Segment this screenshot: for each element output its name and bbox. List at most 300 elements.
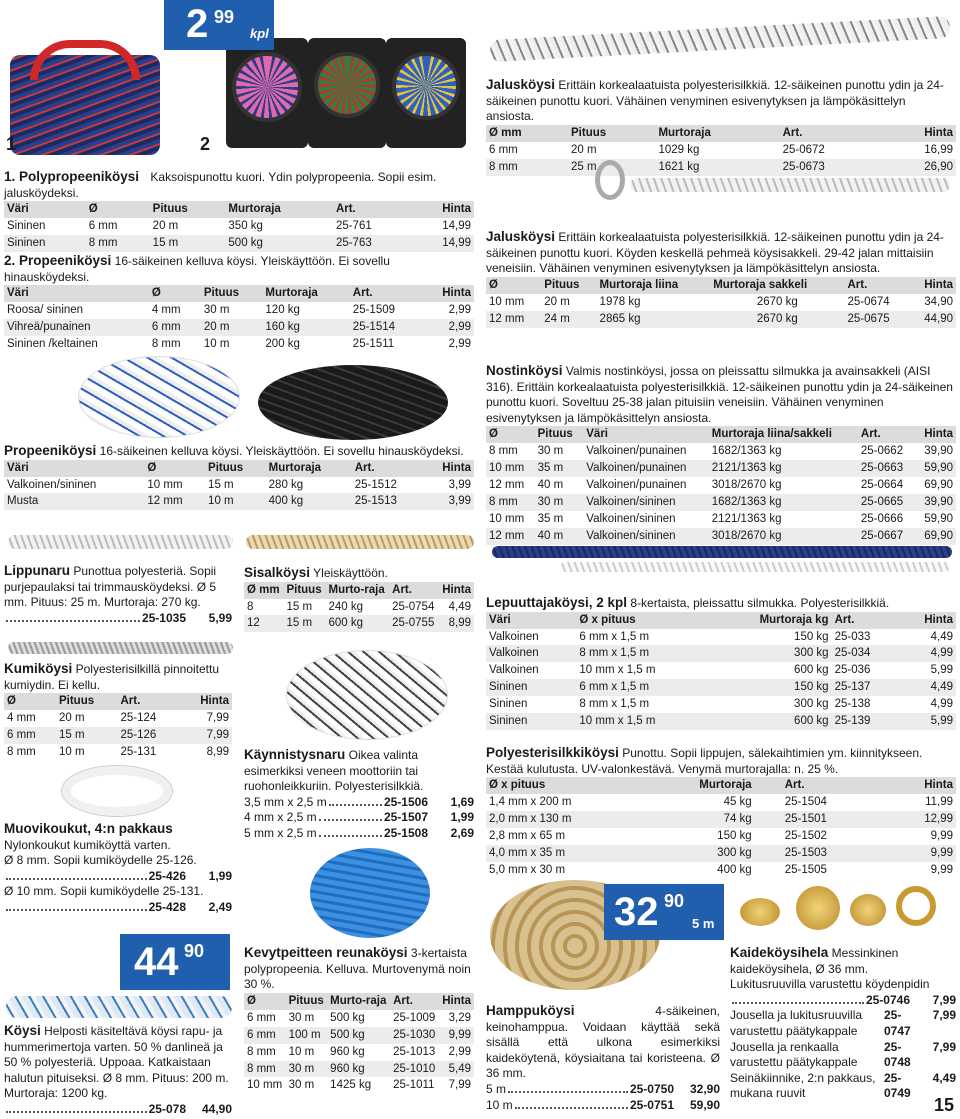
cell: 8 mm	[86, 235, 150, 252]
cell: 2,8 mm x 65 m	[489, 830, 566, 842]
cell: 3,99	[448, 478, 471, 491]
cell: 5,99	[930, 664, 953, 677]
cell: Valkoinen/punainen	[583, 460, 709, 477]
cell: 10 mm	[247, 1079, 283, 1092]
th: Ø mm	[244, 582, 283, 599]
cell: 8 mm	[486, 159, 568, 176]
red-hook-image	[30, 40, 140, 80]
kevytpeitteen-section	[244, 944, 474, 1094]
cell: 400 kg	[717, 863, 752, 876]
flag-rope-image	[8, 535, 233, 549]
table-row	[4, 727, 232, 744]
table-row	[486, 862, 956, 879]
nostin-title: Nostinköysi	[486, 363, 563, 378]
cell: 10 m	[205, 493, 266, 510]
hero-image-area	[0, 0, 480, 160]
cell: 150 kg	[794, 630, 829, 643]
cell: 25-138	[834, 698, 871, 711]
cell: 25-0672	[782, 143, 825, 156]
cell: 2121/1363 kg	[711, 513, 782, 526]
th: Murtoraja	[648, 777, 755, 794]
table-row	[486, 794, 956, 811]
cell: Valkoinen/punainen	[586, 445, 687, 458]
cell: 25-0674	[847, 295, 890, 308]
cell: 25-126	[117, 727, 180, 744]
polyesterisilkki-desc: Punottu. Sopii lippujen, sälekaihtimien ym. kiinnitykseen. Kestää kulutusta. UV-valonkestävä. Venymä murtorajalla: n. 25 %.	[486, 746, 923, 776]
nostin-table	[486, 426, 956, 545]
nostin-desc: Valmis nostinköysi, jossa on pleissattu silmukka ja avainsakkeli (AISI 316). Erittäin korkealaatuista polyesterisilkkiä. 12-säikeinen punottu ydin ja 24-säikeinen punottu kuori. Soveltuu 25-38 jalan pituisiin veneisiin. Vähäinen venyminen esivenytyksen ja lämpökäsittelyn ansiosta.	[486, 364, 953, 425]
th: Art.	[117, 693, 180, 710]
th: Hinta	[882, 125, 956, 142]
product-code: 25-0746	[865, 992, 910, 1007]
cell: 6 mm x 1,5 m	[579, 630, 650, 643]
cell: 160 kg	[262, 319, 349, 336]
lepuuttaja-section	[486, 594, 956, 730]
blue-coil-image	[310, 848, 430, 938]
cell: 15 m	[150, 235, 226, 252]
th: Pituus	[150, 201, 226, 218]
th: Pituus	[535, 426, 584, 443]
cell: 25-1511	[352, 338, 395, 350]
th: Hinta	[423, 460, 474, 477]
spool-pink-rope	[232, 52, 302, 122]
rope-with-shackle-image	[630, 178, 950, 192]
cell: 6 mm	[88, 220, 118, 233]
kaide-section	[730, 944, 956, 1102]
kaide-item-1-text: Lukitusruuvilla varustettu köydenpidin	[730, 977, 930, 992]
kaide-price-row-3	[730, 1040, 956, 1071]
cell: Sininen	[486, 713, 576, 730]
cell: 4,49	[900, 679, 957, 696]
cell: Sininen /keltainen	[7, 338, 98, 350]
cell: 3018/2670 kg	[711, 479, 782, 492]
cell: 280 kg	[268, 478, 304, 491]
cell: 240 kg	[328, 600, 364, 613]
cell: 150 kg	[710, 679, 832, 696]
cell: 25-1505	[784, 863, 827, 876]
item-text: Seinäkiinnike, 2:n pakkaus, mukana ruuvit	[730, 1070, 876, 1101]
cell: 39,90	[924, 445, 953, 458]
cell: Valkoinen/sininen	[586, 513, 676, 526]
th: Murtoraja kg	[710, 612, 832, 629]
polyesterisilkki-title: Polyesterisilkkiköysi	[486, 745, 619, 760]
cell: 1621 kg	[655, 159, 779, 176]
cell: 3018/2670 kg	[709, 528, 858, 545]
cell: 6 mm x 1,5 m	[576, 679, 709, 696]
cell: 30 m	[288, 1079, 315, 1092]
cell: 74 kg	[648, 811, 755, 828]
muovikoukut-price-row-2	[4, 900, 232, 916]
kaynnistys-price-row-1	[244, 795, 474, 811]
kaide-price-row-1	[730, 993, 956, 1009]
cell: 25-0665	[858, 494, 915, 511]
propeeni2-desc: 16-säikeinen kelluva köysi. Yleiskäyttöön. Ei sovellu hinausköydeksi.	[4, 254, 390, 284]
item-text: 5 mm x 2,5 m	[244, 825, 317, 840]
cell: 3,99	[423, 493, 474, 510]
black-rope-image	[258, 365, 448, 440]
cell: Musta	[4, 493, 144, 510]
jalus2-desc: Erittäin korkealaatuista polyesterisilkkiä. 12-säikeinen punottu ydin ja 24-säikeinen punottu kuori. Köyden keskellä pehmeä köysisakkeli. 29-42 jalan mittaisiin veneisiin. Vähäinen venyminen esivenytyksen ja lämpökäsittelyn ansiosta.	[486, 230, 944, 276]
kumi-desc: Polyesterisilkillä pinnoitettu kumiydin. Ei kellu.	[4, 662, 220, 692]
kumi-table	[4, 693, 232, 761]
table-row	[486, 443, 956, 460]
th: Art.	[390, 993, 439, 1010]
item-text: 5 m	[486, 1081, 507, 1096]
cell: Valkoinen	[489, 664, 539, 677]
table-row	[244, 599, 474, 616]
cell: Sininen	[4, 235, 86, 252]
cell: 1,4 mm x 200 m	[489, 796, 572, 809]
th: Art.	[780, 125, 882, 142]
hamppu-section	[486, 1002, 720, 1113]
cell: 6 mm	[149, 319, 201, 336]
hamppu-desc: 4-säikeinen, keinohamppua. Voidaan käyttää sekä sisällä että ulkona esimerkiksi kaideköytenä, köysiaitana tai koristeena. Ø 36 mm.	[486, 1004, 720, 1081]
cell: Sininen	[7, 220, 46, 233]
sisal-section	[244, 564, 474, 632]
jalus2-table	[486, 277, 956, 328]
th: Pituus	[286, 993, 328, 1010]
polypropeeni-desc: Kaksoispunottu kuori. Ydin polypropeenia. Sopii esim. jalusköydeksi.	[4, 170, 437, 200]
kaide-price-row-4	[730, 1071, 956, 1102]
th: Hinta	[422, 285, 474, 302]
item-text: Jousella ja lukitusruuvilla varustettu päätykappale	[730, 1008, 863, 1038]
kaynnistys-desc: Oikea valinta esimerkiksi veneen moottoriin tai ruohonleikkuriin. Polyesterisilkkiä.	[244, 748, 424, 794]
cell: 34,90	[924, 295, 953, 308]
polypropeeni-table	[4, 201, 474, 252]
product-code: 25-428	[148, 899, 186, 914]
bungee-cord-image	[8, 642, 233, 654]
cell: 4,0 mm x 35 m	[486, 845, 648, 862]
cell: 25-1013	[393, 1045, 436, 1058]
cell: 2,0 mm x 130 m	[486, 811, 648, 828]
th: Hinta	[909, 277, 956, 294]
product-code: 25-0749	[884, 1070, 911, 1101]
cell: 30 m	[203, 304, 230, 317]
cell: 8 mm	[489, 445, 518, 458]
product-price: 7,99	[932, 1008, 956, 1023]
table-row	[244, 1077, 474, 1094]
shackle-image	[595, 160, 625, 200]
cell: 4,99	[930, 698, 953, 711]
cell: 8,99	[206, 746, 229, 758]
cell: 30 m	[537, 445, 564, 458]
cell: 20 m	[58, 712, 85, 725]
table-row	[486, 811, 956, 828]
th: Väri	[486, 612, 576, 629]
price-badge-hero: 2 99 kpl	[164, 0, 274, 50]
table-row	[486, 679, 956, 696]
price-badge-koysi	[120, 934, 230, 990]
cell: 20 m	[544, 295, 570, 308]
item-text: Jousella ja renkaalla varustettu päätykappale	[730, 1039, 858, 1070]
table-row	[486, 159, 956, 176]
braided-rope-image	[490, 16, 951, 62]
cell: 45 kg	[723, 796, 752, 809]
cell: 25-0664	[860, 479, 904, 492]
cell: 9,99	[930, 863, 953, 876]
table-row	[4, 235, 474, 252]
cell: 25-1503	[755, 845, 893, 862]
th: Pituus	[56, 693, 118, 710]
th: Pituus	[568, 125, 655, 142]
cell: 10 mm	[489, 295, 525, 308]
table-row	[486, 713, 956, 730]
product-code: 25-078	[148, 1101, 186, 1116]
cell: 2,99	[422, 319, 474, 336]
product-code: 25-0748	[884, 1039, 911, 1070]
table-row	[486, 460, 956, 477]
cell: 10 mm x 1,5 m	[576, 713, 709, 730]
cell: 44,90	[909, 311, 956, 328]
product-price: 32,90	[689, 1081, 720, 1096]
cell: 1978 kg	[599, 295, 641, 308]
product-price: 59,90	[689, 1097, 720, 1112]
lepuuttaja-table	[486, 612, 956, 731]
th: Ø	[144, 460, 205, 477]
th: Ø	[244, 993, 286, 1010]
cell: 40 m	[537, 479, 564, 492]
product-price: 7,99	[932, 1039, 956, 1054]
product-code: 25-426	[148, 868, 186, 883]
fender-rope-white-image	[560, 562, 950, 572]
table-row	[486, 294, 956, 311]
cell: 25-0755	[389, 615, 438, 632]
product-price: 5,99	[208, 610, 232, 625]
hamppu-title: Hamppuköysi	[486, 1003, 575, 1018]
cell: 1029 kg	[658, 143, 700, 156]
cell: Valkoinen/sininen	[7, 478, 97, 491]
kevytpeitteen-table	[244, 993, 474, 1095]
th: Hinta	[438, 582, 474, 599]
cell: 25-1030	[390, 1027, 439, 1044]
table-row	[486, 828, 956, 845]
hamppu-price-row-1	[486, 1082, 720, 1098]
cell: 500 kg	[225, 235, 333, 252]
sisal-desc: Yleiskäyttöön.	[313, 566, 388, 580]
th: Pituus	[541, 277, 596, 294]
cell: 1682/1363 kg	[709, 494, 858, 511]
cell: 25-0666	[860, 513, 904, 526]
table-row	[4, 319, 474, 336]
item-text: 4 mm x 2,5 m	[244, 810, 317, 825]
kaide-desc: Messinkinen kaideköysihela, Ø 36 mm.	[730, 946, 899, 976]
th: Art.	[832, 612, 900, 629]
cell: 3,29	[448, 1011, 471, 1024]
cell: 25-0663	[858, 460, 915, 477]
cell: 20 m	[152, 220, 179, 233]
cell: 350 kg	[228, 220, 263, 233]
cell: 2,99	[448, 338, 471, 350]
cell: 4 mm	[151, 304, 181, 317]
koysi-title: Köysi	[4, 1023, 41, 1038]
cell: 25-763	[333, 235, 410, 252]
cell: 4 mm	[7, 712, 36, 725]
cell: 25-1513	[352, 493, 423, 510]
th: Ø	[486, 277, 541, 294]
fender-rope-blue-image	[492, 546, 952, 558]
price-badge-hamppu	[604, 884, 724, 940]
th: Art.	[844, 277, 909, 294]
polypropeeni-title: 1. Polypropeeniköysi	[4, 169, 140, 184]
cell: 6 mm	[4, 727, 56, 744]
hero-label-2: 2	[200, 134, 211, 154]
cell: 30 m	[286, 1061, 328, 1078]
kevytpeitteen-desc: 3-kertaista polypropeenia. Kelluva. Murtovenymä noin 30 %.	[244, 946, 471, 992]
product-price: 1,69	[450, 794, 474, 809]
th: Hinta	[180, 693, 232, 710]
th: Murtoraja	[262, 285, 349, 302]
lippunaru-section	[4, 562, 232, 626]
cell: 12,99	[892, 811, 956, 828]
page-number: 15	[933, 1094, 954, 1115]
th: Väri	[583, 426, 709, 443]
table-row	[244, 1027, 474, 1044]
cell: 600 kg	[710, 713, 832, 730]
kumi-section	[4, 660, 232, 761]
sisal-rope-image	[246, 535, 474, 549]
cell: 300 kg	[648, 845, 755, 862]
cell: 25-1514	[350, 319, 422, 336]
cell: 30 m	[288, 1011, 315, 1024]
cell: 2,99	[448, 304, 471, 317]
cell: 25-1010	[390, 1061, 439, 1078]
cell: 10 m	[203, 338, 230, 350]
table-row	[4, 710, 232, 727]
cell: 25-033	[834, 630, 871, 643]
jalus2-section	[486, 228, 956, 328]
th: Väri	[4, 460, 144, 477]
cell: 25-0662	[860, 445, 904, 458]
product-code: 25-1506	[383, 794, 428, 809]
th: Pituus	[205, 460, 266, 477]
th: Hinta	[915, 426, 956, 443]
cell: 2670 kg	[756, 295, 798, 308]
cell: 8 mm	[7, 746, 36, 758]
cell: 25-1509	[352, 304, 396, 317]
product-price: 1,99	[450, 810, 474, 825]
cell: 14,99	[410, 235, 474, 252]
product-code: 25-0750	[629, 1081, 674, 1096]
th: Hinta	[900, 612, 957, 629]
cell: 7,99	[180, 727, 232, 744]
jalus1-title: Jalusköysi	[486, 77, 556, 92]
cell: 20 m	[201, 319, 263, 336]
cell: 500 kg	[330, 1011, 365, 1024]
cell: 25-0675	[844, 311, 909, 328]
table-row	[4, 218, 474, 235]
th: Hinta	[439, 993, 474, 1010]
cell: 2865 kg	[597, 311, 711, 328]
kaynnistys-section	[244, 746, 474, 842]
cell: 25-137	[832, 679, 900, 696]
cell: 8 mm	[244, 1061, 286, 1078]
cell: 4,49	[930, 630, 953, 643]
spool-blue-rope	[392, 52, 460, 120]
cell: Roosa/ sininen	[7, 304, 84, 317]
th: Art.	[333, 201, 410, 218]
cell: 8,99	[438, 615, 474, 632]
table-row	[486, 494, 956, 511]
cell: 960 kg	[327, 1061, 390, 1078]
jalus1-desc: Erittäin korkealaatuista polyesterisilkkiä. 12-säikeinen punottu ydin ja 24-säikeinen punottu kuori. Vähäinen venyminen esivenytyksen ja lämpökäsittelyn ansiosta.	[486, 78, 944, 124]
cell: 11,99	[925, 796, 953, 809]
table-row	[4, 336, 474, 353]
cell: 10 m	[288, 1045, 315, 1058]
table-row	[244, 1044, 474, 1061]
propeeni3-desc: 16-säikeinen kelluva köysi. Yleiskäyttöön. Ei sovellu hinausköydeksi.	[99, 444, 464, 458]
cell: 25-0667	[858, 528, 915, 545]
th: Ø x pituus	[576, 612, 709, 629]
price-dec: 90	[184, 941, 205, 961]
cell: 600 kg	[794, 664, 829, 677]
muovikoukut-title: Muovikoukut, 4:n pakkaus	[4, 821, 173, 836]
cell: 6 mm	[244, 1027, 286, 1044]
table-row	[4, 493, 474, 510]
cell: 25-124	[120, 712, 157, 725]
th: Väri	[4, 201, 86, 218]
product-price: 4,49	[932, 1070, 956, 1085]
table-row	[244, 615, 474, 632]
cell: Valkoinen/sininen	[583, 494, 709, 511]
cell: 25-1504	[784, 796, 827, 809]
cell: 5,99	[900, 713, 957, 730]
cell: 59,90	[924, 513, 953, 526]
sisal-table	[244, 582, 474, 633]
th: Murtoraja liina/sakkeli	[709, 426, 858, 443]
cell: 25-1011	[393, 1079, 435, 1092]
cell: 8 mm	[247, 1045, 276, 1058]
cell: 12 mm	[486, 311, 541, 328]
cell: Valkoinen/sininen	[583, 528, 709, 545]
cell: 5,0 mm x 30 m	[489, 863, 566, 876]
cell: 15 m	[286, 600, 313, 613]
cell: 5,49	[439, 1061, 474, 1078]
lippunaru-title: Lippunaru	[4, 563, 70, 578]
cell: 8 mm x 1,5 m	[576, 645, 709, 662]
cell: 25-0673	[780, 159, 882, 176]
muovikoukut-item-1-text: Ø 8 mm. Sopii kumiköydelle 25-126.	[4, 853, 197, 868]
cell: 59,90	[915, 460, 956, 477]
cell: 10 mm	[147, 478, 183, 491]
hamppu-price-row-2	[486, 1098, 720, 1114]
muovikoukut-price-row-1	[4, 869, 232, 885]
th: Art.	[389, 582, 438, 599]
table-row	[486, 662, 956, 679]
propeeni2-title: 2. Propeeniköysi	[4, 253, 112, 268]
cell: 24 m	[541, 311, 596, 328]
cell: 12 mm	[144, 493, 205, 510]
th: Murtoraja	[225, 201, 333, 218]
cell: 960 kg	[330, 1045, 365, 1058]
polypropeeni-section	[4, 168, 474, 353]
muovikoukut-item-2-text: Ø 10 mm. Sopii kumiköydelle 25-131.	[4, 884, 204, 899]
cell: Sininen	[486, 679, 576, 696]
muovikoukut-desc: Nylonkoukut kumiköyttä varten.	[4, 837, 171, 852]
cell: 15 m	[56, 727, 118, 744]
kaynnistys-price-row-2	[244, 810, 474, 826]
propeeni3-table	[4, 460, 474, 511]
product-price: 2,69	[450, 825, 474, 840]
cell: 300 kg	[710, 645, 832, 662]
cell: 8 mm x 1,5 m	[579, 698, 650, 711]
th: Pituus	[283, 582, 325, 599]
cell: 6 mm	[489, 143, 518, 156]
kaynnistys-price-row-3	[244, 826, 474, 842]
jalus1-table	[486, 125, 956, 176]
table-row	[4, 477, 474, 494]
cell: 25-1009	[393, 1011, 436, 1024]
hero-label-1: 1	[6, 134, 17, 154]
